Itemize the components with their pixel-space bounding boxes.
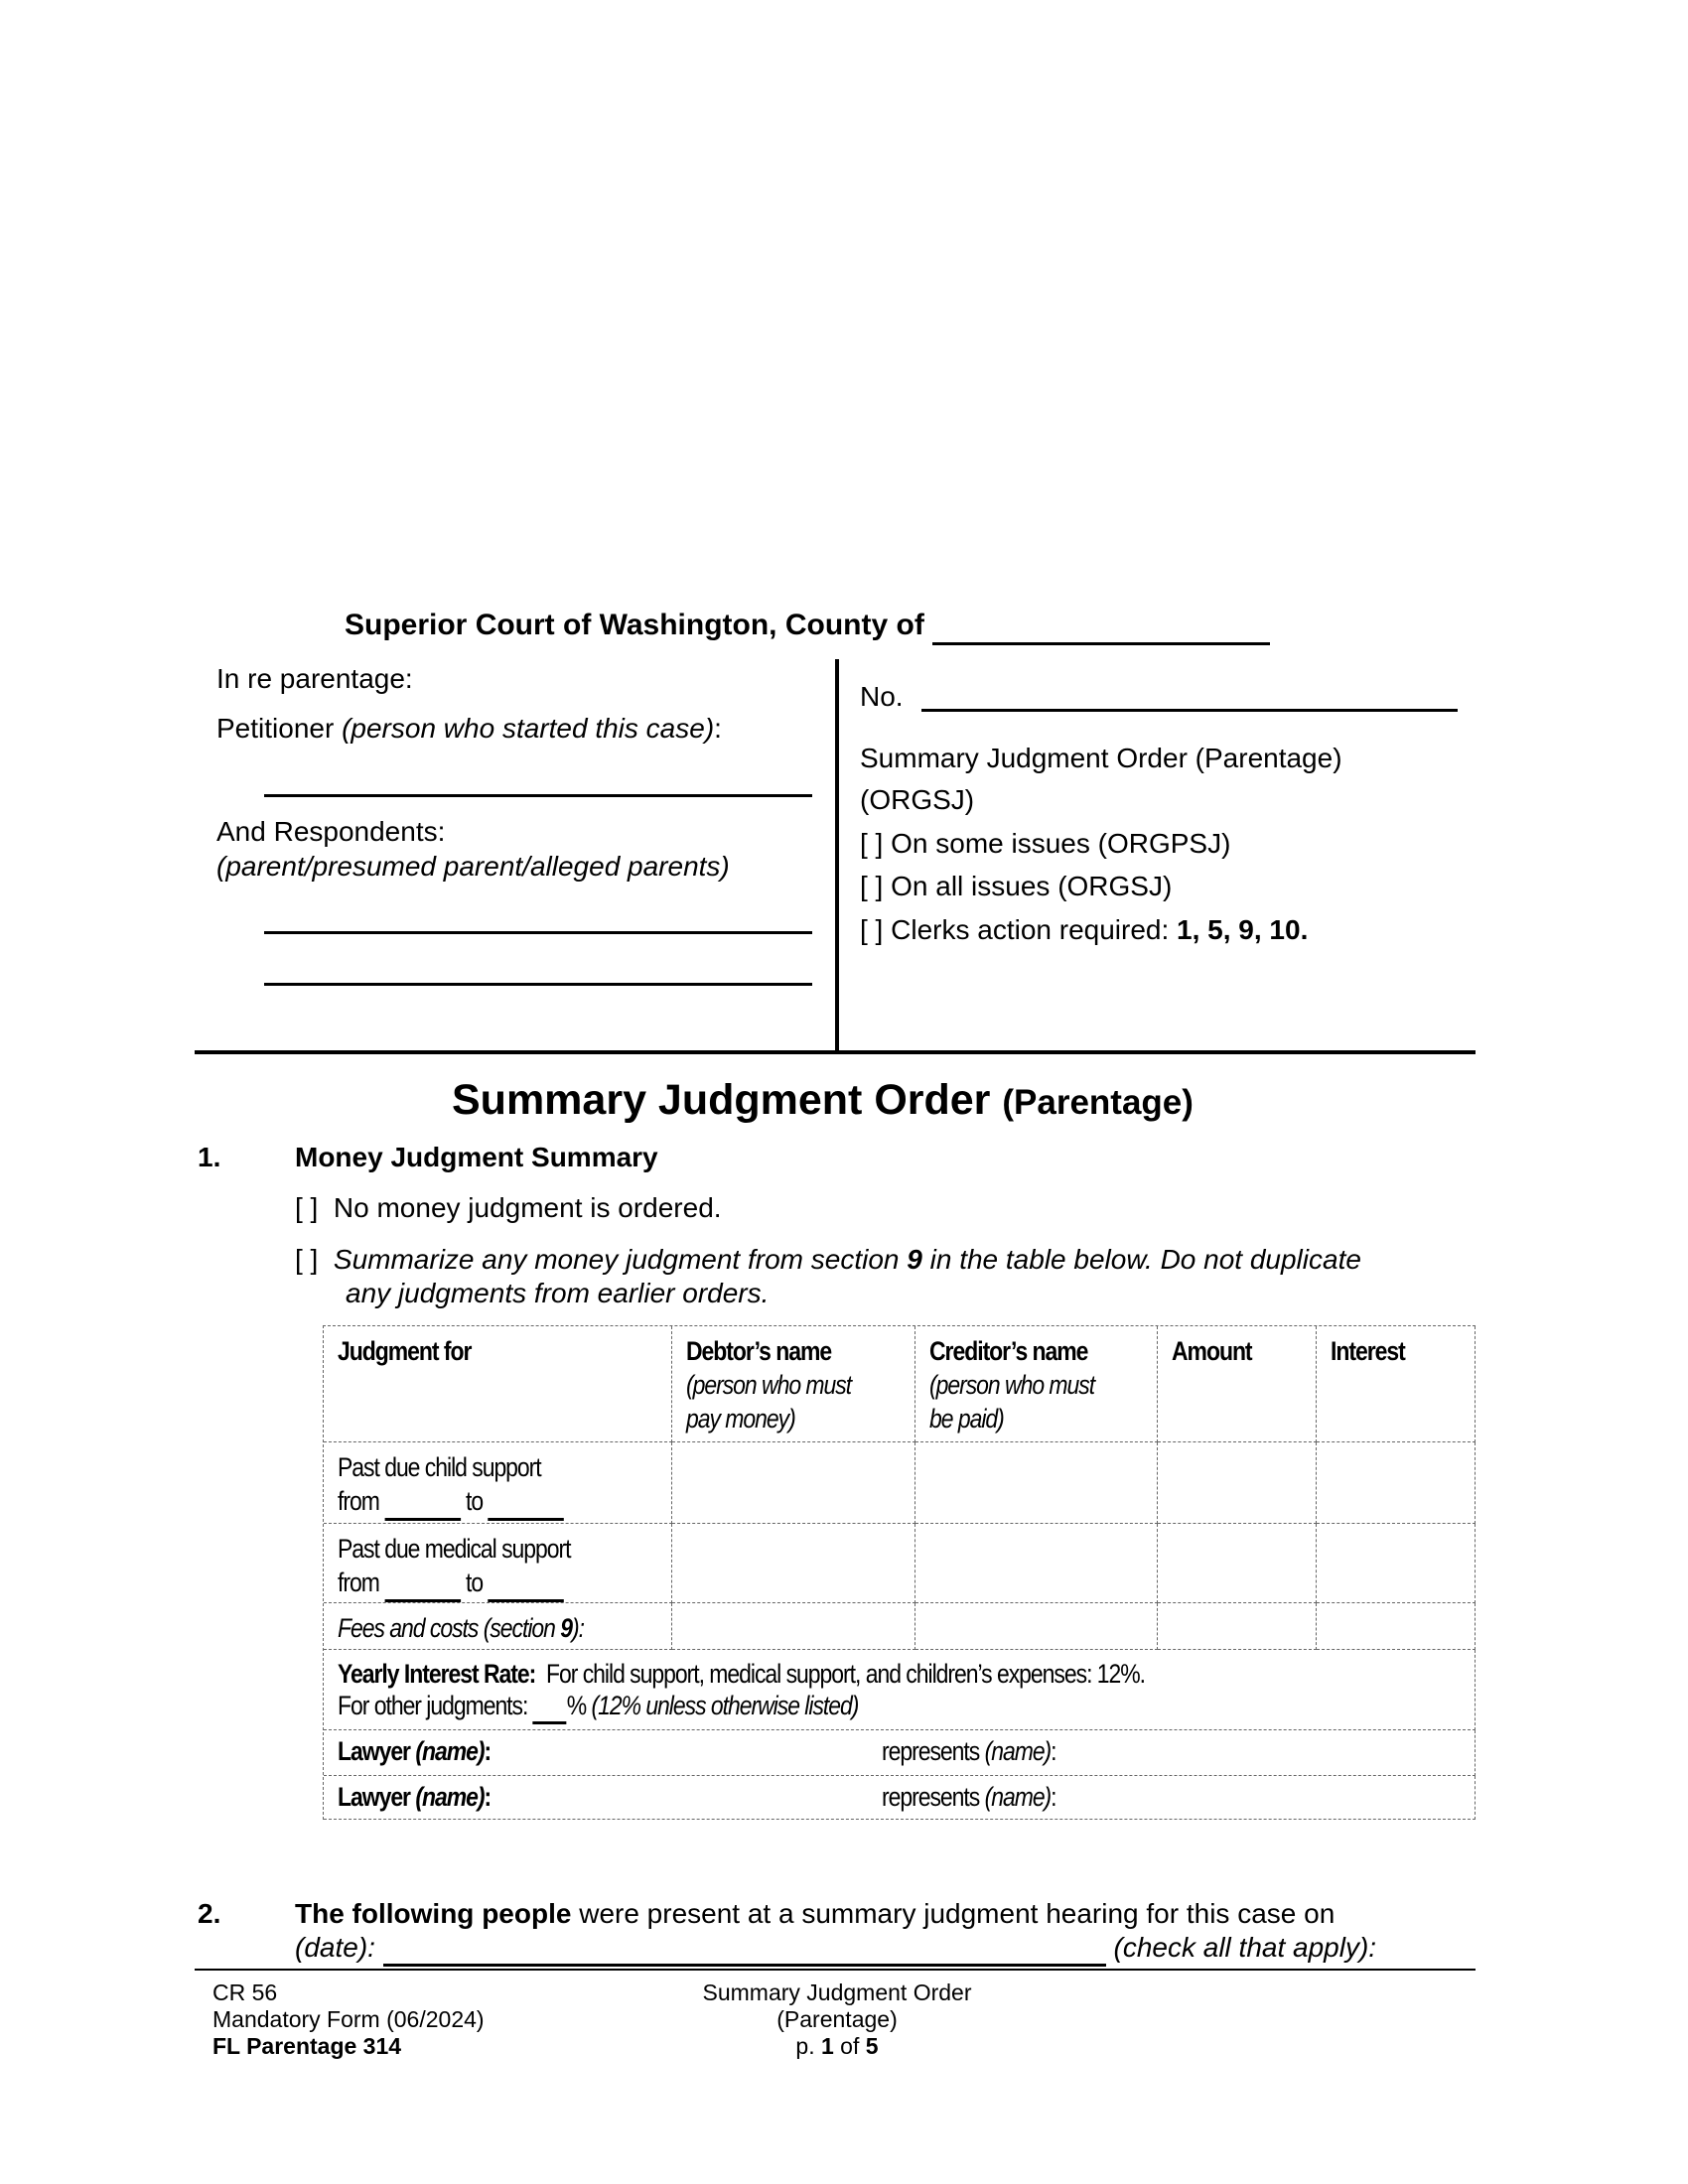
case-number-field[interactable]: [921, 709, 1458, 712]
row-medical-support-label: Past due medical support from to: [324, 1524, 672, 1603]
row-child-support-label: Past due child support from to: [324, 1442, 672, 1524]
fees-creditor-cell[interactable]: [915, 1603, 1158, 1650]
respondents-note: (parent/presumed parent/alleged parents): [216, 851, 730, 882]
in-re-label: In re parentage:: [216, 663, 413, 694]
child-support-from-field[interactable]: [384, 1484, 461, 1521]
petitioner-name-field[interactable]: [264, 794, 812, 797]
respondent-name-field-1[interactable]: [264, 931, 812, 934]
form-title: Summary Judgment Order (Parentage): [860, 743, 1342, 773]
summarize-judgment-option[interactable]: [ ] Summarize any money judgment from section 9 in the table below. Do not duplicate: [295, 1244, 1361, 1275]
header-amount: Amount: [1158, 1326, 1317, 1442]
other-interest-rate-field[interactable]: [533, 1690, 567, 1724]
fees-interest-cell[interactable]: [1317, 1603, 1476, 1650]
footer-center: Summary Judgment Order (Parentage) p. 1 of 5: [695, 1979, 979, 2060]
option-clerks-action[interactable]: [ ] Clerks action required: 1, 5, 9, 10.: [860, 914, 1309, 945]
header-interest: Interest: [1317, 1326, 1476, 1442]
no-money-judgment-option[interactable]: [ ] No money judgment is ordered.: [295, 1192, 722, 1223]
page-title: Summary Judgment Order (Parentage): [452, 1076, 1194, 1124]
header-judgment-for: Judgment for: [324, 1326, 672, 1442]
respondents-label: And Respondents:: [216, 816, 446, 847]
footer-rule: [195, 1969, 1476, 1971]
medical-support-from-field[interactable]: [384, 1566, 461, 1602]
child-support-to-field[interactable]: [489, 1484, 564, 1521]
fees-amount-cell[interactable]: [1158, 1603, 1317, 1650]
child-support-debtor-cell[interactable]: [672, 1442, 915, 1524]
section-2-text: The following people were present at a summary judgment hearing for this case on: [295, 1898, 1336, 1929]
header-creditor: Creditor’s name (person who must be paid): [915, 1326, 1158, 1442]
row-fees-label: Fees and costs (section 9):: [324, 1603, 672, 1650]
header-debtor: Debtor’s name (person who must pay money): [672, 1326, 915, 1442]
interest-rate-row: Yearly Interest Rate: For child support, medical support, and children’s expenses: 12%. For other judgments: % (12% unless otherwise listed): [324, 1650, 1476, 1730]
section-2-number: 2.: [198, 1898, 221, 1929]
case-number-label: No.: [860, 681, 904, 712]
child-support-creditor-cell[interactable]: [915, 1442, 1158, 1524]
page-number: p. 1 of 5: [795, 2033, 879, 2059]
form-code: (ORGSJ): [860, 784, 975, 815]
medical-support-interest-cell[interactable]: [1317, 1524, 1476, 1603]
summarize-judgment-note: any judgments from earlier orders.: [346, 1278, 770, 1308]
respondent-name-field-2[interactable]: [264, 983, 812, 986]
child-support-amount-cell[interactable]: [1158, 1442, 1317, 1524]
petitioner-label: Petitioner (person who started this case):: [216, 713, 722, 744]
medical-support-amount-cell[interactable]: [1158, 1524, 1317, 1603]
county-field[interactable]: [932, 609, 1270, 645]
option-some-issues[interactable]: [ ] On some issues (ORGPSJ): [860, 828, 1231, 859]
hearing-date-field[interactable]: [383, 1932, 1106, 1967]
caption-bottom-rule: [195, 1050, 1476, 1054]
lawyer-row-2[interactable]: Lawyer (name): represents (name):: [324, 1776, 1476, 1820]
lawyer-row-1[interactable]: Lawyer (name): represents (name):: [324, 1730, 1476, 1776]
option-all-issues[interactable]: [ ] On all issues (ORGSJ): [860, 871, 1173, 901]
court-heading: Superior Court of Washington, County of: [345, 609, 1270, 645]
section-1-heading: Money Judgment Summary: [295, 1142, 658, 1172]
medical-support-debtor-cell[interactable]: [672, 1524, 915, 1603]
section-2-date-line: (date): (check all that apply):: [295, 1932, 1376, 1967]
fees-debtor-cell[interactable]: [672, 1603, 915, 1650]
caption-divider: [835, 659, 839, 1052]
money-judgment-table: [323, 1325, 1476, 1820]
child-support-interest-cell[interactable]: [1317, 1442, 1476, 1524]
section-1-number: 1.: [198, 1142, 221, 1172]
medical-support-to-field[interactable]: [489, 1566, 564, 1602]
medical-support-creditor-cell[interactable]: [915, 1524, 1158, 1603]
footer-left: CR 56 Mandatory Form (06/2024) FL Parentage 314: [212, 1979, 485, 2059]
